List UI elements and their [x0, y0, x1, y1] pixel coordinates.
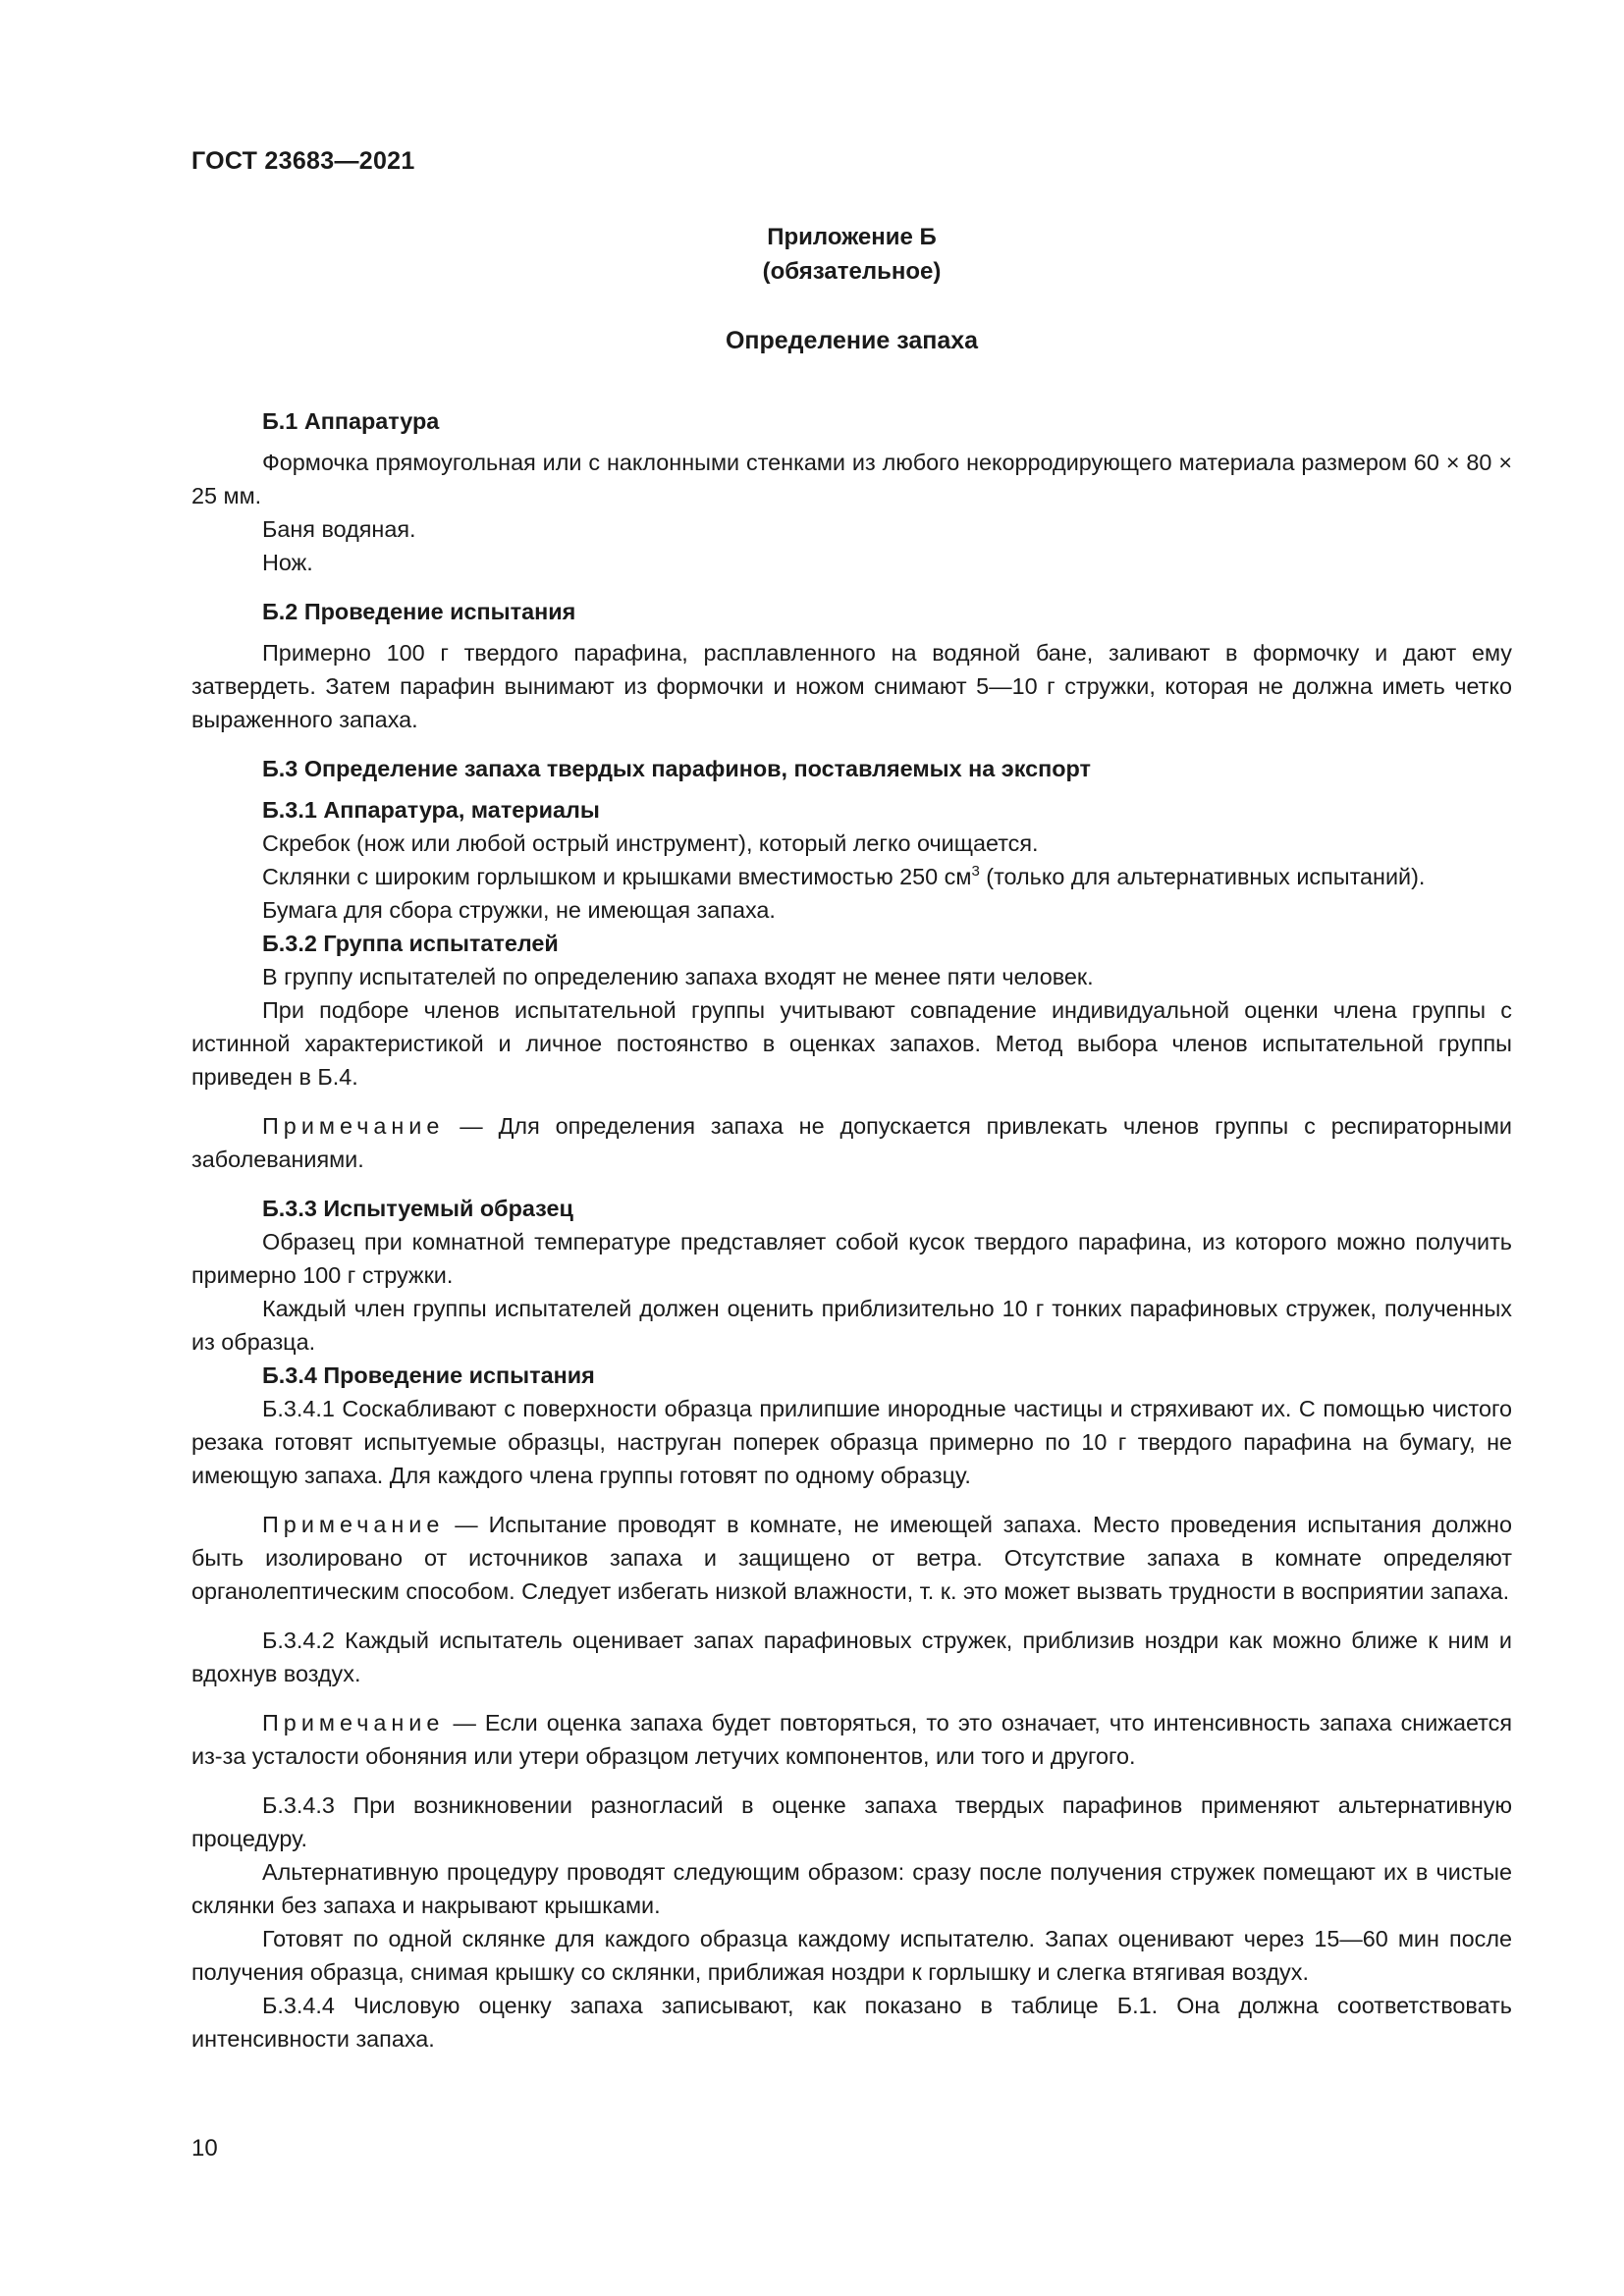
- paragraph: Б.3.4.2 Каждый испытатель оценивает запах парафиновых стружек, приблизив ноздри как можно ближе к ним и вдохнув воздух.: [191, 1628, 1512, 1686]
- paragraph: Альтернативную процедуру проводят следующим образом: сразу после получения стружек помещают их в чистые склянки без запаха и накрывают крышками.: [191, 1859, 1512, 1918]
- paragraph: Образец при комнатной температуре представляет собой кусок твердого парафина, из которого можно получить примерно 100 г стружки.: [191, 1229, 1512, 1288]
- subsection-heading-b33: Б.3.3 Испытуемый образец: [262, 1196, 573, 1221]
- standard-number: ГОСТ 23683—2021: [191, 147, 415, 175]
- paragraph: Нож.: [262, 550, 313, 575]
- subsection-heading-b32: Б.3.2 Группа испытателей: [262, 931, 559, 956]
- note-text: — Для определения запаха не допускается привлекать членов группы с респираторными заболеваниями.: [191, 1113, 1512, 1172]
- page-number: 10: [191, 2135, 218, 2162]
- section-heading-b1: Б.1 Аппаратура: [262, 408, 440, 434]
- note-text: — Испытание проводят в комнате, не имеющей запаха. Место проведения испытания должно быть изолировано от источников запаха и защищено от ветра. Отсутствие запаха в комнате определяют органолептическим способом. Следует избегать низкой влажности, т. к. это может вызвать трудности в восприятии запаха.: [191, 1512, 1512, 1604]
- note-label: Примечание: [262, 1113, 445, 1139]
- paragraph: Формочка прямоугольная или с наклонными стенками из любого некорродирующего материала размером 60 × 80 × 25 мм.: [191, 450, 1512, 508]
- document-body: [191, 404, 1512, 2056]
- note: [191, 1706, 1512, 1773]
- annex-status: (обязательное): [762, 258, 942, 285]
- note-label: Примечание: [262, 1512, 445, 1537]
- paragraph: Бумага для сбора стружки, не имеющая запаха.: [262, 897, 776, 923]
- text-run: Склянки с широким горлышком и крышками вместимостью 250 см: [262, 864, 972, 889]
- paragraph: Каждый член группы испытателей должен оценить приблизительно 10 г тонких парафиновых стружек, полученных из образца.: [191, 1296, 1512, 1355]
- paragraph: Скребок (нож или любой острый инструмент), который легко очищается.: [262, 830, 1039, 856]
- note: [191, 1109, 1512, 1176]
- paragraph: Б.3.4.4 Числовую оценку запаха записывают, как показано в таблице Б.1. Она должна соответствовать интенсивности запаха.: [191, 1993, 1512, 2052]
- paragraph: Баня водяная.: [262, 516, 416, 542]
- note: [191, 1508, 1512, 1608]
- subsection-heading-b31: Б.3.1 Аппаратура, материалы: [262, 797, 600, 823]
- note-label: Примечание: [262, 1710, 445, 1735]
- paragraph: В группу испытателей по определению запаха входят не менее пяти человек.: [262, 964, 1094, 989]
- section-heading-b3: Б.3 Определение запаха твердых парафинов, поставляемых на экспорт: [262, 756, 1091, 781]
- section-heading-b2: Б.2 Проведение испытания: [262, 599, 576, 624]
- paragraph: Б.3.4.3 При возникновении разногласий в оценке запаха твердых парафинов применяют альтернативную процедуру.: [191, 1792, 1512, 1851]
- paragraph: [191, 860, 1512, 893]
- annex-title: Приложение Б: [767, 224, 937, 250]
- paragraph: Примерно 100 г твердого парафина, расплавленного на водяной бане, заливают в формочку и дают ему затвердеть. Затем парафин вынимают из формочки и ножом снимают 5—10 г стружки, которая не должна иметь четко выраженного запаха.: [191, 640, 1512, 732]
- text-run: (только для альтернативных испытаний).: [979, 864, 1426, 889]
- superscript: 3: [971, 863, 980, 880]
- note-text: — Если оценка запаха будет повторяться, то это означает, что интенсивность запаха снижается из-за усталости обоняния или утери образцом летучих компонентов, или того и другого.: [191, 1710, 1512, 1769]
- paragraph: Готовят по одной склянке для каждого образца каждому испытателю. Запах оценивают через 15—60 мин после получения образца, снимая крышку со склянки, приближая ноздри к горлышку и слегка втягивая воздух.: [191, 1926, 1512, 1985]
- paragraph: Б.3.4.1 Соскабливают с поверхности образца прилипшие инородные частицы и стряхивают их. С помощью чистого резака готовят испытуемые образцы, наструган поперек образца примерно по 10 г твердого парафина на бумагу, не имеющую запаха. Для каждого члена группы готовят по одному образцу.: [191, 1396, 1512, 1488]
- subsection-heading-b34: Б.3.4 Проведение испытания: [262, 1362, 595, 1388]
- annex-heading: Определение запаха: [725, 327, 979, 354]
- paragraph: При подборе членов испытательной группы учитывают совпадение индивидуальной оценки члена группы с истинной характеристикой и личное постоянство в оценках запахов. Метод выбора членов испытательной группы приведен в Б.4.: [191, 997, 1512, 1090]
